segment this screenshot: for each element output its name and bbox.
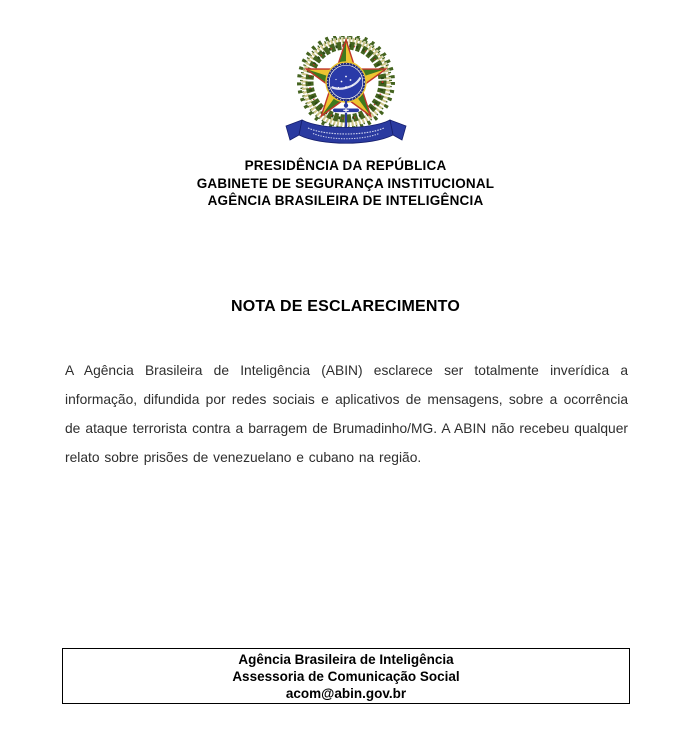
document-title: NOTA DE ESCLARECIMENTO <box>230 298 460 315</box>
celestial-globe <box>326 62 366 102</box>
footer-department: Assessoria de Comunicação Social <box>232 669 460 684</box>
contact-box <box>62 648 630 704</box>
body-paragraph: A Agência Brasileira de Inteligência (ABIN) esclarece ser totalmente inverídica a informação, difundida por redes sociais e aplicativos de mensagens, sobre a ocorrência de ataque terrorista contra a barragem de Brumadinho/MG. A ABIN não recebeu qualquer relato sobre prisões de venezuelano e cubano na região. <box>65 363 628 465</box>
footer-email: acom@abin.gov.br <box>285 686 407 701</box>
letterhead-line-gabinete: GABINETE DE SEGURANÇA INSTITUCIONAL <box>196 175 495 191</box>
letterhead-line-agencia: AGÊNCIA BRASILEIRA DE INTELIGÊNCIA <box>207 193 484 208</box>
footer-agency-name: Agência Brasileira de Inteligência <box>238 652 454 667</box>
brazil-coat-of-arms-icon <box>276 36 416 148</box>
letterhead <box>0 157 691 210</box>
letterhead-line-presidencia: PRESIDÊNCIA DA REPÚBLICA <box>244 158 447 173</box>
